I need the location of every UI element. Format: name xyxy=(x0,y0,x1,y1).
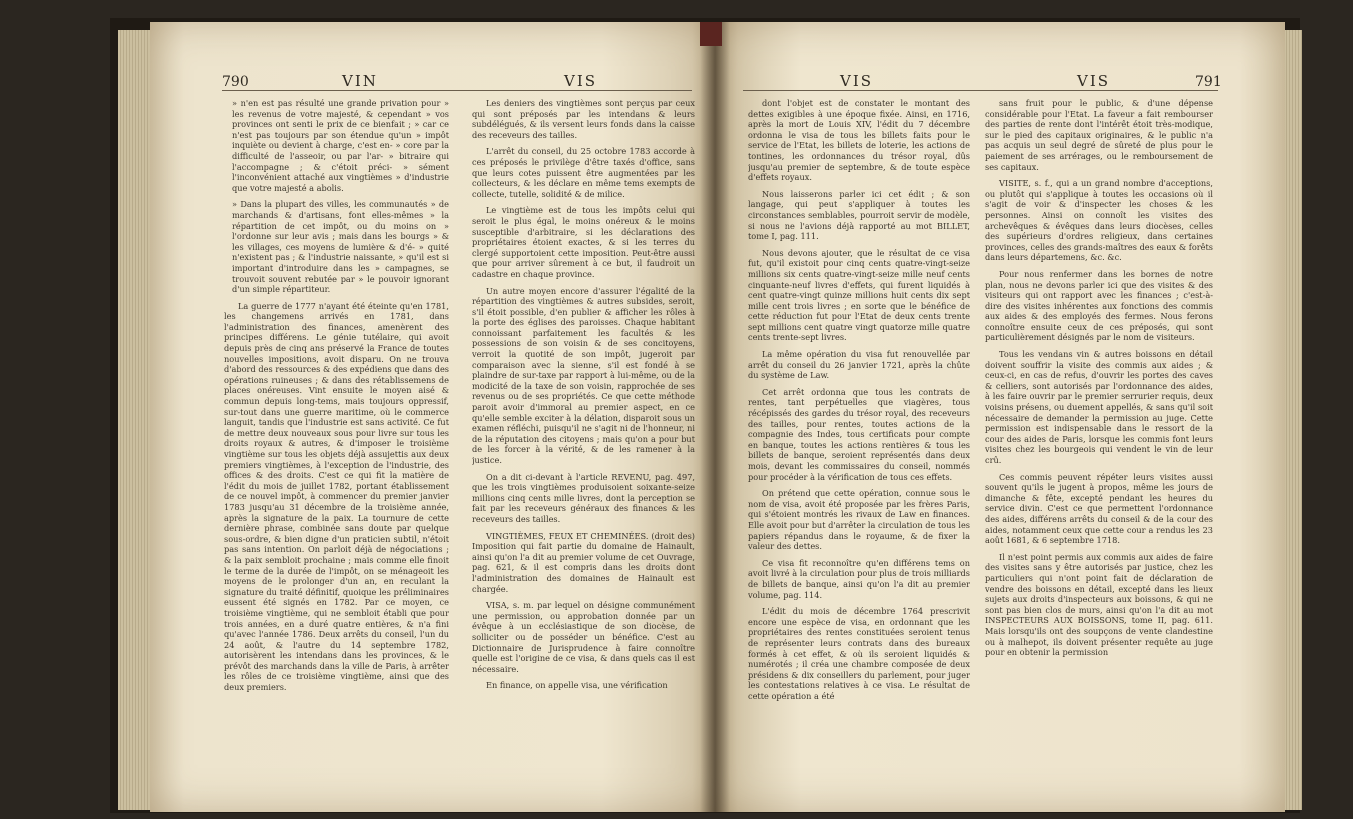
right-page-edges xyxy=(1284,30,1302,810)
paragraph: L'édit du mois de décembre 1764 prescrivit encore une espèce de visa, en ordonnant que les propriétaires des rentes constituées seroient tenus de représenter leurs contrats dans des bureaux formés à cet effet, & où ils seroient liquidés & numérotés ; il créa une chambre composée de deux présidens & dix conseillers du parlement, pour juger les contestations relatives à ce visa. Le résultat de cette opération a été xyxy=(748,606,970,701)
left-page-edges xyxy=(118,30,152,810)
paragraph: dont l'objet est de constater le montant des dettes exigibles à une époque fixée. Ainsi, en 1716, après la mort de Louis XIV, l'édit du 7 décembre ordonna le visa de tous les billets faits pour le service de l'Etat, les billets de loterie, les actions de tontines, les ordonnances du trésor royal, dûs jusqu'au premier de septembre, & de toute espèce d'effets royaux. xyxy=(748,98,970,183)
left-page-number: 790 xyxy=(222,74,249,90)
paragraph: sans fruit pour le public, & d'une dépense considérable pour l'Etat. La faveur a fait rembourser des parties de rente dont l'intérêt étoit très-modique, sur le pied des capitaux originaires, & le public n'a pas acquis un seul degré de sûreté de plus pour le paiement de ses arrérages, ou le remboursement de ses capitaux. xyxy=(985,98,1213,172)
right-header-rule xyxy=(743,90,1218,91)
left-header-rule xyxy=(222,90,692,91)
paragraph: » n'en est pas résulté une grande privation pour » les revenus de votre majesté, & cependant » vos provinces ont senti le prix de ce bienfait ; » car ce n'est pas toujours par son étendue qu'un » impôt inquiète ou devient à charge, c'est en- » core par la difficulté de l'asseoir, ou par l'ar- » bitraire qui l'accompagne ; & c'étoit préci- » sément l'inconvénient attaché aux vingtièmes » d'industrie que votre majesté a abolis. xyxy=(232,98,449,193)
left-column-1 xyxy=(224,98,449,798)
book-gutter xyxy=(700,22,730,812)
paragraph: Un autre moyen encore d'assurer l'égalité de la répartition des vingtièmes & autres subsides, seroit, s'il étoit possible, d'en publier & afficher les rôles à la porte des églises des paroisses. Chaque habitant connoissant parfaitement les facultés & les possessions de son voisin & de ses concitoyens, verroit la quotité de son impôt, jugeroit par comparaison avec la sienne, s'il est fondé à se plaindre de sur-taxe par rapport à lui-même, ou de la modicité de la taxe de son voisin, rapprochée de ses revenus ou de ses propriétés. Ce que cette méthode paroit avoir d'immoral au premier aspect, en ce qu'elle semble exciter à la délation, disparoit sous un examen réfléchi, puisqu'il ne s'agit ni de l'honneur, ni de la réputation des citoyens ; mais qu'on a pour but de les forcer à la vérité, & de les ramener à la justice. xyxy=(472,285,695,465)
cover-binding xyxy=(700,22,722,46)
paragraph: Pour nous renfermer dans les bornes de notre plan, nous ne devons parler ici que des visites & des visiteurs qui ont rapport avec les finances ; c'est-à-dire des visites inhérentes aux fonctions des commis aux aides & des employés des fermes. Nous ferons connoître ensuite ceux de ces préposés, qui sont particulièrement désignés par le nom de visiteurs. xyxy=(985,268,1213,343)
paragraph: La même opération du visa fut renouvellée par arrêt du conseil du 26 janvier 1721, après la chûte du système de Law. xyxy=(748,349,970,381)
paragraph: L'arrêt du conseil, du 25 octobre 1783 accorde à ces préposés le privilège d'être taxés d'office, sans que leurs cotes puissent être augmentées par les collecteurs, & les déclare en même tems exempts de collecte, tutelle, solidité & de milice. xyxy=(472,146,695,199)
right-header-left: VIS xyxy=(840,72,874,90)
paragraph: La guerre de 1777 n'ayant été éteinte qu'en 1781, les changemens arrivés en 1781, dans l'administration des finances, amenèrent des principes différens. Le génie tutélaire, qui avoit depuis près de cinq ans préservé la France de toutes nouvelles impositions, avoit disparu. On ne trouva d'abord des ressources & des expédiens que dans des opérations ruineuses ; & dans des rétablissemens de places onéreuses. Vint ensuite le moyen aisé & commun depuis long-tems, mais toujours oppressif, sur-tout dans une guerre maritime, où le commerce languit, tandis que l'industrie est sans activité. Ce fut de mettre deux nouveaux sous pour livre sur tous les droits royaux & autres, & d'imposer le troisième vingtième sur tous les objets déjà assujettis aux deux premiers vingtièmes, à l'exception de l'industrie, des offices & des droits. C'est ce qui fit la matière de l'édit du mois de juillet 1782, portant établissement de ce nouvel impôt, à commencer du premier janvier 1783 jusqu'au 31 décembre de la troisième année, après la signature de la paix. La tournure de cette dernière phrase, combinée sans doute par quelque sous-ordre, & bien digne d'un praticien subtil, n'étoit pas sans intention. On parloit déjà de négociations ; & la paix sembloit prochaine ; mais comme elle finoit le terme de la durée de l'impôt, on se ménageoit les moyens de le prolonger d'un an, en reculant la signature du traité définitif, quoique les préliminaires eussent été signés en 1782. Par ce moyen, ce troisième vingtième, qui ne sembloit établi que pour trois années, en a duré quatre entières, & n'a fini qu'avec l'année 1786. Deux arrêts du conseil, l'un du 24 août, & l'autre du 14 septembre 1782, autorisèrent les intendans dans les provinces, & le prévôt des marchands dans la ville de Paris, à arrêter les rôles de ce troisième vingtième, ainsi que des deux premiers. xyxy=(224,300,449,693)
paragraph: Les deniers des vingtièmes sont perçus par ceux qui sont préposés par les intendans & leurs subdélégués, & ils versent leurs fonds dans la caisse des receveurs des tailles. xyxy=(472,98,695,140)
left-column-2 xyxy=(472,98,695,798)
left-header-right: VIS xyxy=(564,72,598,90)
right-column-2 xyxy=(985,98,1213,798)
right-page xyxy=(715,22,1285,812)
paragraph: Le vingtième est de tous les impôts celui qui seroit le plus égal, le moins onéreux & le moins susceptible d'arbitraire, si les déclarations des propriétaires étoient exactes, & si les terres du clergé supportoient cette imposition. Peut-être aussi que pour arriver sûrement à ce but, il faudroit un cadastre en chaque province. xyxy=(472,205,695,279)
paragraph: On prétend que cette opération, connue sous le nom de visa, avoit été proposée par les frères Paris, qui s'étoient montrés les rivaux de Law en finances. Elle avoit pour but d'arrêter la circulation de tous les papiers répandus dans le royaume, & de fixer la valeur des dettes. xyxy=(748,488,970,552)
paragraph: VISITE, s. f., qui a un grand nombre d'acceptions, ou plutôt qui s'applique à toutes les occasions où il s'agit de voir & d'inspecter les choses & les personnes. Ainsi on connoît les visites des archevêques & évêques dans leurs diocèses, celles des supérieurs d'ordres religieux, dans certaines provinces, celles des grands-maîtres des eaux & forêts dans leurs départemens, &c. &c. xyxy=(985,178,1213,263)
paragraph: » Dans la plupart des villes, les communautés » de marchands & d'artisans, font elles-mêmes » la répartition de cet impôt, ou du moins on » l'ordonne sur leur avis ; mais dans les bourgs » & les villages, ces moyens de lumière & d'é- » quité n'existent pas ; & l'industrie naissante, » qu'il est si important d'introduire dans les » campagnes, se trouvoit souvent rebutée par » le pouvoir ignorant d'un simple répartiteur. xyxy=(232,199,449,295)
paragraph: On a dit ci-devant à l'article REVENU, pag. 497, que les trois vingtièmes produisoient soixante-seize millions cinq cents mille livres, dont la perception se fait par les receveurs généraux des finances & les receveurs des tailles. xyxy=(472,471,695,524)
paragraph: En finance, on appelle visa, une vérification xyxy=(486,680,668,691)
paragraph: Ce visa fit reconnoître qu'en différens tems on avoit livré à la circulation pour plus de trois milliards de billets de banque, ainsi qu'on l'a dit au premier volume, pag. 114. xyxy=(748,557,970,600)
paragraph: Ces commis peuvent répéter leurs visites aussi souvent qu'ils le jugent à propos, même les jours de dimanche & fête, excepté pendant les heures du service divin. C'est ce que permettent l'ordonnance des aides, différens arrêts du conseil & de la cour des aides, notamment ceux que cette cour a rendus les 23 août 1681, & 6 septembre 1718. xyxy=(985,471,1213,546)
paragraph: Il n'est point permis aux commis aux aides de faire des visites sans y être autorisés par justice, chez les particuliers qui n'ont point fait de déclaration de vendre des boissons en détail, excepté dans les lieux sujets aux droits d'inspecteurs aux boissons, & qui ne sont pas bien clos de murs, ainsi qu'on l'a dit au mot INSPECTEURS AUX BOISSONS, tome II, pag. 611. Mais lorsqu'ils ont des soupçons de vente clandestine ou à malhepot, ils doivent présenter requête au juge pour en obtenir la permission xyxy=(985,551,1213,658)
paragraph: Nous devons ajouter, que le résultat de ce visa fut, qu'il existoit pour cinq cents quatre-vingt-seize millions six cents quatre-vingt-seize mille neuf cents cinquante-neuf livres d'effets, qui furent liquidés à cent quatre-vingt quinze millions huit cents dix sept mille cent trois livres ; en sorte que le bénéfice de cette réduction fut pour l'Etat de deux cents trente sept millions cent quatre vingt quatorze mille quatre cents trente-sept livres. xyxy=(748,247,970,343)
paragraph: VINGTIÈMES, FEUX ET CHEMINÉES. (droit des) Imposition qui fait partie du domaine de Hainault, ainsi qu'on l'a dit au premier volume de cet Ouvrage, pag. 621, & il est compris dans les droits dont l'administration des domaines de Hainault est chargée. xyxy=(472,530,695,594)
right-header-right: VIS xyxy=(1077,72,1111,90)
right-page-number: 791 xyxy=(1195,74,1222,90)
left-header-left: VIN xyxy=(342,72,378,90)
paragraph: Cet arrêt ordonna que tous les contrats de rentes, tant perpétuelles que viagères, tous récépissés des gardes du trésor royal, des receveurs des tailles, pour rentes, toutes actions de la compagnie des Indes, tous certificats pour compte en banque, toutes les actions rentières & tous les billets de banque, seroient représentés dans deux mois, devant les commissaires du conseil, nommés pour procéder à la vérification de tous ces effets. xyxy=(748,386,970,482)
right-column-1 xyxy=(748,98,970,798)
paragraph: Tous les vendans vin & autres boissons en détail doivent souffrir la visite des commis aux aides ; & ceux-ci, en cas de refus, d'ouvrir les portes des caves & celliers, sont autorisés par l'ordonnance des aides, à les faire ouvrir par le premier serrurier requis, deux voisins présens, ou duement appellés, & sans qu'il soit nécessaire de demander la permission au juge. Cette permission est indispensable dans le ressort de la cour des aides de Paris, lorsque les commis font leurs visites chez les bourgeois qui vendent le vin de leur crû. xyxy=(985,349,1213,465)
paragraph: VISA, s. m. par lequel on désigne communément une permission, ou approbation donnée par un évêque à un ecclésiastique de son diocèse, de solliciter ou de posséder un bénéfice. C'est au Dictionnaire de Jurisprudence à faire connoître quelle est l'origine de ce visa, & dans quels cas il est nécessaire. xyxy=(472,600,695,674)
left-page xyxy=(150,22,715,812)
paragraph: Nous laisserons parler ici cet édit ; & son langage, qui peut s'appliquer à toutes les circonstances semblables, pourroit servir de modèle, si nous ne l'avions déjà rapporté au mot BILLET, tome I, pag. 111. xyxy=(748,188,970,242)
